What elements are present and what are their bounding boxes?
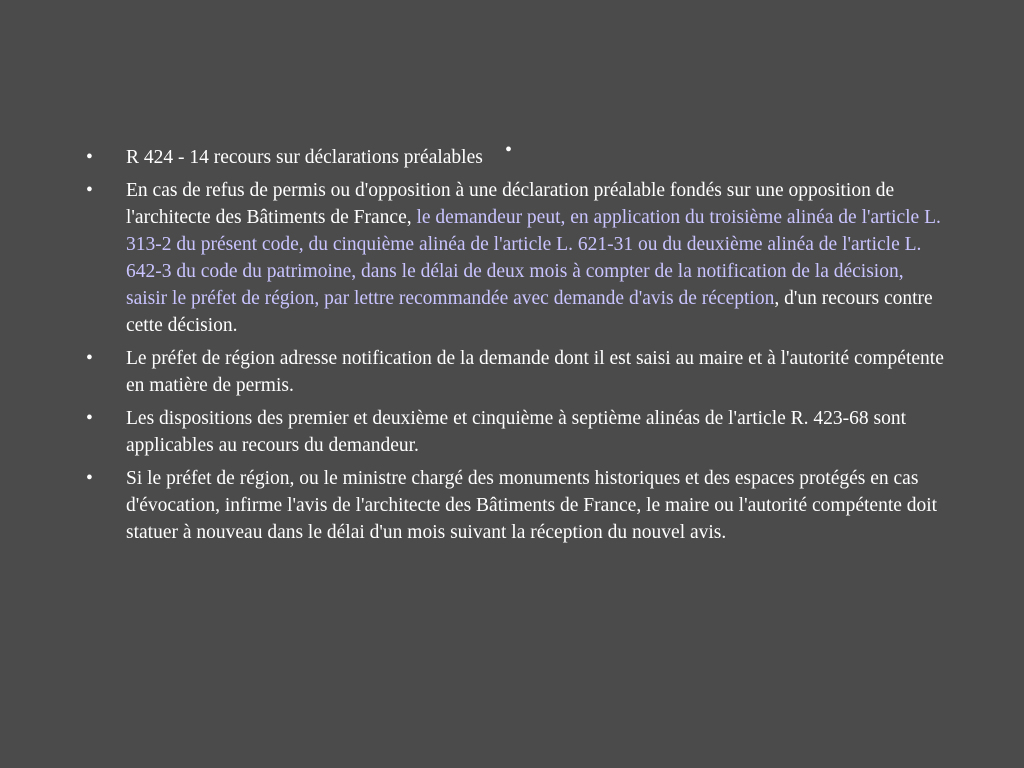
bullet-text: Les dispositions des premier et deuxième et cinquième à septième alinéas de l'article R. 423-68 sont applicables au recours du demandeur. <box>126 408 907 456</box>
bullet-item-5 <box>84 465 944 546</box>
bullet-icon: • <box>86 348 93 369</box>
bullet-icon: • <box>86 468 93 489</box>
bullet-text-highlight: le demandeur peut, en application du troisième alinéa de l'article L. 313-2 du présent code, du cinquième alinéa de l'article L. 621-31 ou du deuxième alinéa de l'article L. 642-3 du code du patrimoine, dans le délai de deux mois à compter de la notification de la décision, saisir le préfet de région, par lettre recommandée avec demande d'avis de réception <box>126 207 941 309</box>
bullet-item-3 <box>84 345 944 399</box>
bullet-icon: • <box>86 408 93 429</box>
bullet-text: Le préfet de région adresse notification de la demande dont il est saisi au maire et à l'autorité compétente en matière de permis. <box>126 348 944 396</box>
bullet-text-outro: , d'un recours contre cette décision. <box>126 288 933 336</box>
bullet-text: R 424 - 14 recours sur déclarations préalables <box>126 147 483 168</box>
bullet-text-intro: En cas de refus de permis ou d'opposition à une déclaration préalable fondés sur une opposition de l'architecte des Bâtiments de France, <box>126 180 895 228</box>
bullet-icon: • <box>86 147 93 168</box>
bullet-list <box>84 144 944 552</box>
bullet-item-4 <box>84 405 944 459</box>
bullet-text: Si le préfet de région, ou le ministre chargé des monuments historiques et des espaces protégés en cas d'évocation, infirme l'avis de l'architecte des Bâtiments de France, le maire ou l'autorité compétente doit statuer à nouveau dans le délai d'un mois suivant la réception du nouvel avis. <box>126 468 938 543</box>
stray-dot-mark: • <box>505 139 513 161</box>
bullet-icon: • <box>86 180 93 201</box>
bullet-item-1 <box>84 144 944 171</box>
bullet-item-2 <box>84 177 944 339</box>
